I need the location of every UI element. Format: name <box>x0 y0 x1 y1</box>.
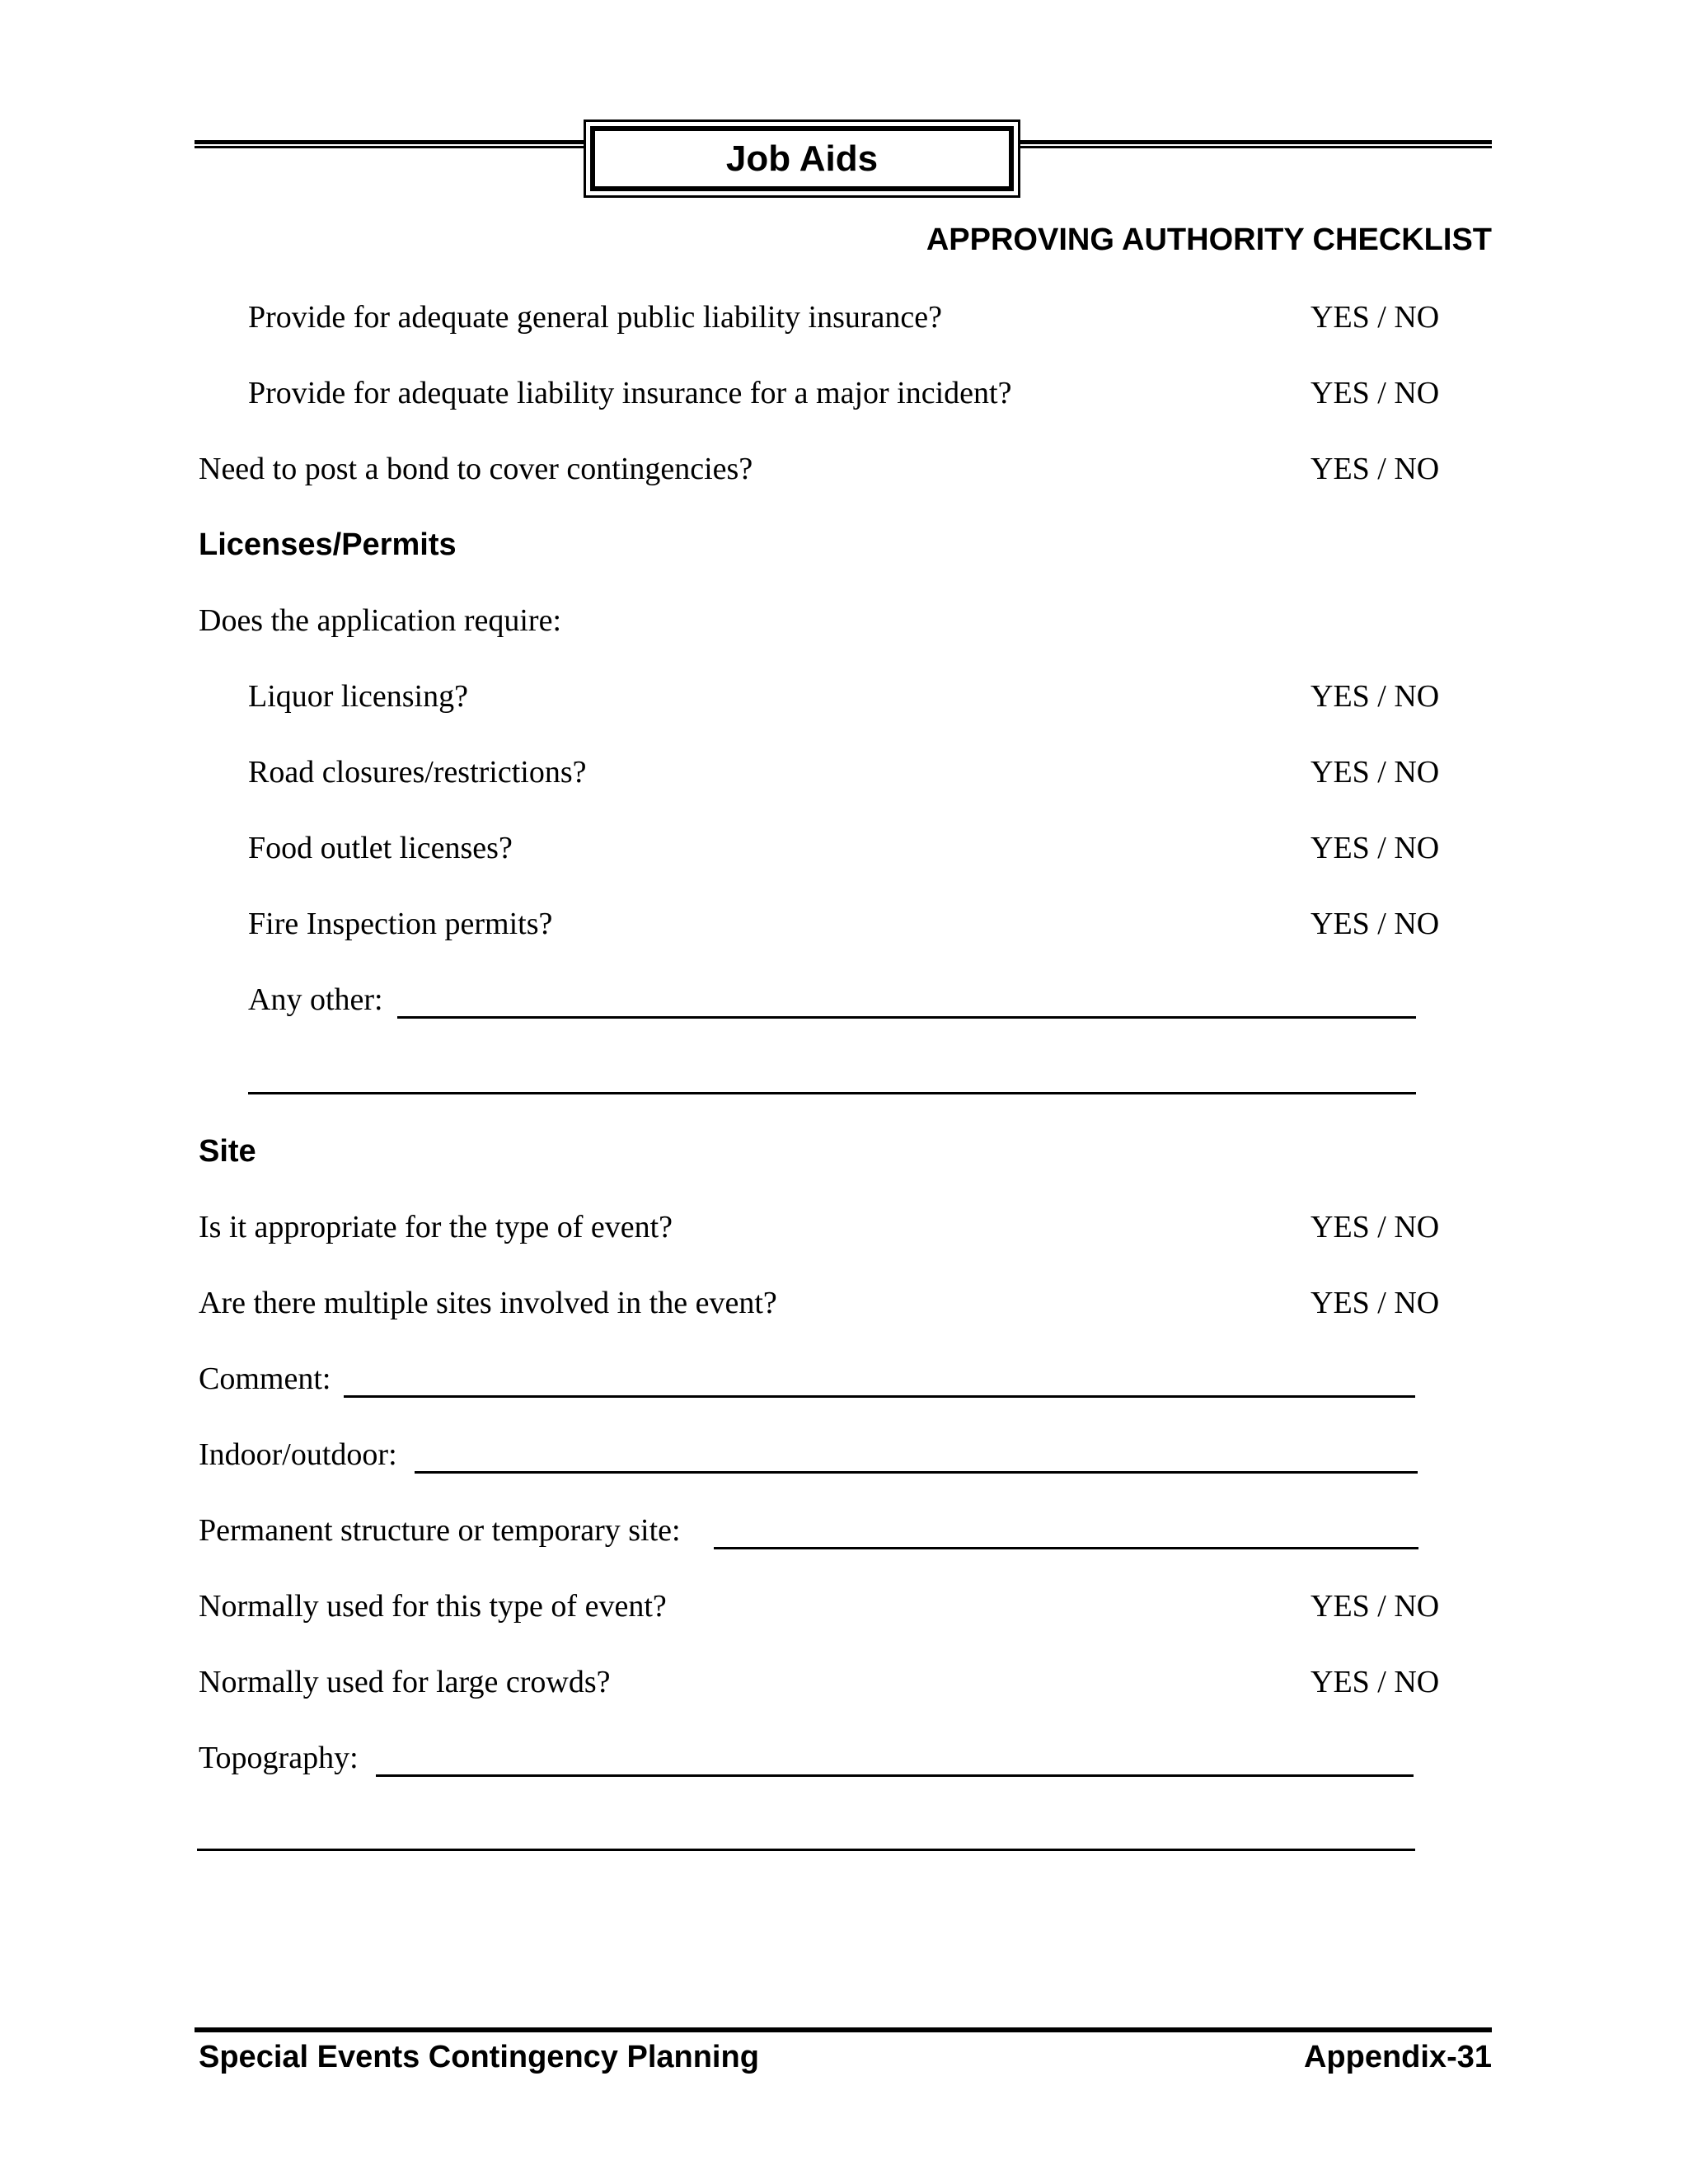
field-label: Permanent structure or temporary site: <box>199 1513 681 1548</box>
question-text: Normally used for large crowds? <box>199 1665 611 1699</box>
question-text: Food outlet licenses? <box>248 831 513 865</box>
yes-no-option[interactable]: YES / NO <box>1311 907 1440 941</box>
yes-no-option[interactable]: YES / NO <box>1311 376 1440 410</box>
checklist-row-road <box>0 748 1688 797</box>
yes-no-option[interactable]: YES / NO <box>1311 1665 1440 1699</box>
header-title-box-inner <box>590 126 1014 191</box>
yes-no-option[interactable]: YES / NO <box>1311 831 1440 865</box>
question-text: Need to post a bond to cover contingencies? <box>199 452 753 486</box>
checklist-row-major-incident <box>0 368 1688 418</box>
question-text: Provide for adequate general public liability insurance? <box>248 300 943 335</box>
header-title: Job Aids <box>725 138 879 179</box>
field-label: Indoor/outdoor: <box>199 1437 397 1472</box>
checklist-row-fire <box>0 899 1688 949</box>
licenses-intro-text: Does the application require: <box>199 603 562 638</box>
question-text: Provide for adequate liability insurance for a major incident? <box>248 376 1012 410</box>
section-heading-licenses: Licenses/Permits <box>199 527 457 562</box>
licenses-intro-row <box>0 596 1688 645</box>
question-text: Fire Inspection permits? <box>248 907 553 941</box>
field-label: Comment: <box>199 1361 331 1396</box>
section-heading-site: Site <box>199 1134 256 1169</box>
field-label: Any other: <box>248 982 383 1017</box>
footer-page-number: Appendix-31 <box>1303 2040 1492 2074</box>
yes-no-option[interactable]: YES / NO <box>1311 755 1440 790</box>
indoor-outdoor-blank-line[interactable] <box>415 1471 1418 1474</box>
header-rule-left <box>195 140 584 148</box>
topography-blank-line[interactable] <box>376 1774 1414 1777</box>
any-other-blank-line-2[interactable] <box>248 1092 1416 1094</box>
yes-no-option[interactable]: YES / NO <box>1311 300 1440 335</box>
yes-no-option[interactable]: YES / NO <box>1311 1589 1440 1624</box>
yes-no-option[interactable]: YES / NO <box>1311 1210 1440 1244</box>
topography-blank-line-2[interactable] <box>197 1849 1415 1851</box>
question-text: Are there multiple sites involved in the event? <box>199 1286 777 1320</box>
question-text: Normally used for this type of event? <box>199 1589 667 1624</box>
checklist-row-liquor <box>0 672 1688 721</box>
header-rule-right <box>1020 140 1492 148</box>
checklist-row-normally-crowds <box>0 1657 1688 1707</box>
question-text: Is it appropriate for the type of event? <box>199 1210 673 1244</box>
footer-document-name: Special Events Contingency Planning <box>199 2040 759 2074</box>
checklist-title: APPROVING AUTHORITY CHECKLIST <box>926 223 1492 257</box>
question-text: Liquor licensing? <box>248 679 468 714</box>
checklist-row-normally-event <box>0 1582 1688 1631</box>
any-other-blank-line[interactable] <box>397 1016 1416 1019</box>
checklist-row-bond <box>0 444 1688 494</box>
checklist-row-general-liability <box>0 293 1688 342</box>
checklist-row-multiple-sites <box>0 1278 1688 1328</box>
yes-no-option[interactable]: YES / NO <box>1311 679 1440 714</box>
question-text: Road closures/restrictions? <box>248 755 587 790</box>
yes-no-option[interactable]: YES / NO <box>1311 1286 1440 1320</box>
checklist-row-appropriate <box>0 1202 1688 1252</box>
structure-blank-line[interactable] <box>714 1547 1418 1549</box>
yes-no-option[interactable]: YES / NO <box>1311 452 1440 486</box>
comment-blank-line[interactable] <box>344 1395 1415 1398</box>
checklist-row-food <box>0 823 1688 873</box>
header-title-box <box>584 120 1020 198</box>
field-label: Topography: <box>199 1741 359 1775</box>
